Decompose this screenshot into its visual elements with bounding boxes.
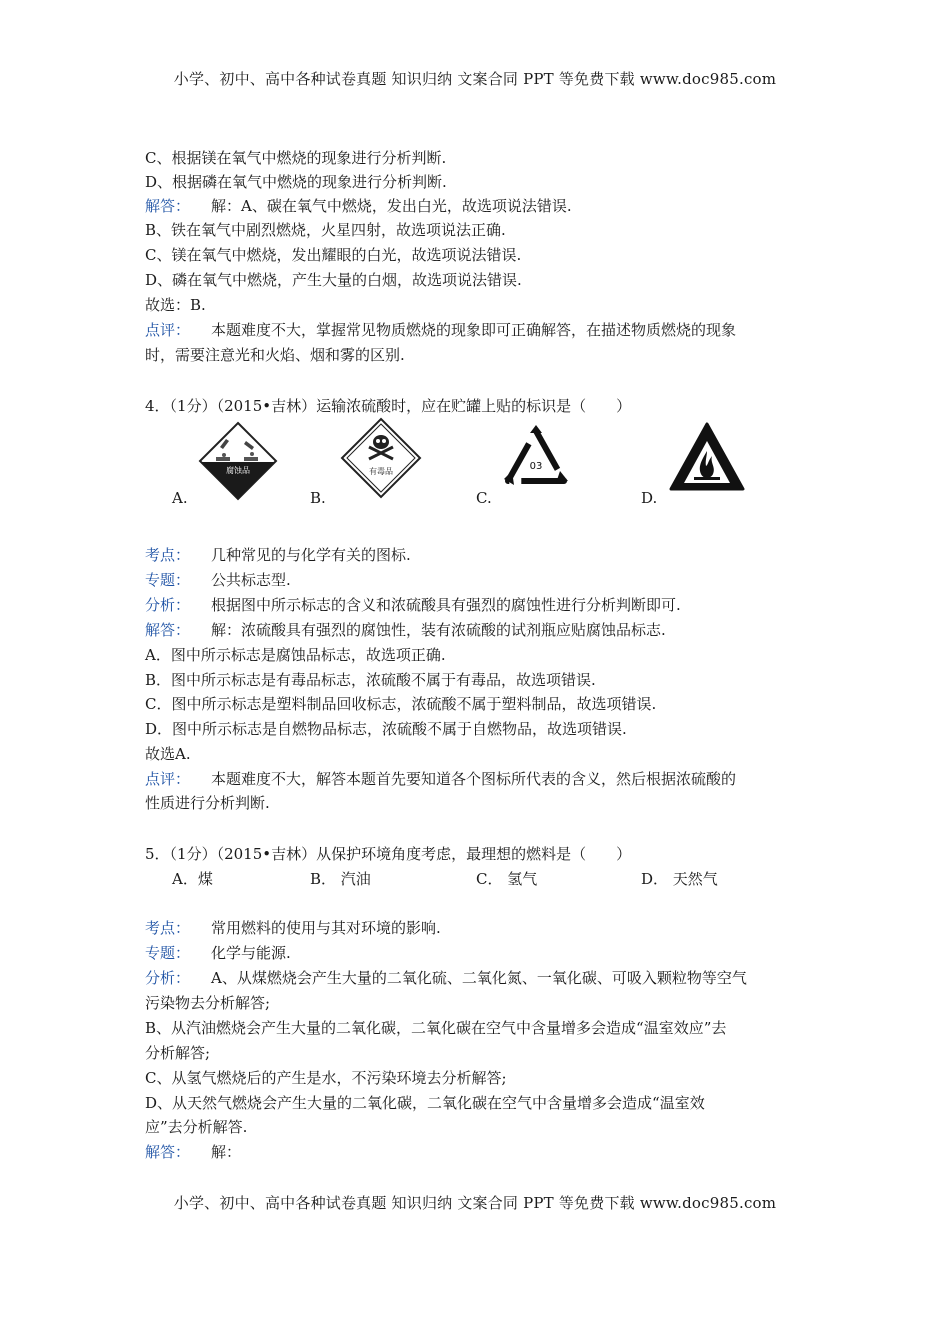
analysis-row xyxy=(145,968,747,988)
answer-label: 解答： xyxy=(145,621,191,639)
topic-text: 公共标志型. xyxy=(211,571,291,589)
option-label: A. xyxy=(172,489,188,507)
text-line: 污染物去分析解答; xyxy=(145,994,271,1012)
answer-row xyxy=(145,1142,241,1162)
point-text: 常用燃料的使用与其对环境的影响. xyxy=(211,919,441,937)
topic-row xyxy=(145,943,291,963)
comment-label: 点评： xyxy=(145,770,191,788)
text-line: A．图中所示标志是腐蚀品标志，故选项正确. xyxy=(145,646,446,664)
text-line: 故选：B. xyxy=(145,296,206,314)
comment-text: 本题难度不大，解答本题首先要知道各个图标所代表的含义，然后根据浓硫酸的 xyxy=(211,770,737,788)
point-label: 考点： xyxy=(145,546,191,564)
answer-text: 解：A、碳在氧气中燃烧，发出白光，故选项说法错误. xyxy=(211,197,572,215)
text-line: D、磷在氧气中燃烧，产生大量的白烟，故选项说法错误. xyxy=(145,271,522,289)
page-header: 小学、初中、高中各种试卷真题 知识归纳 文案合同 PPT 等免费下载 www.doc985.com xyxy=(173,70,777,88)
comment-label: 点评： xyxy=(145,321,191,339)
option-label: C. xyxy=(476,489,492,507)
comment-row xyxy=(145,320,736,340)
point-row xyxy=(145,545,411,565)
analysis-text: A、从煤燃烧会产生大量的二氧化硫、二氧化氮、一氧化碳、可吸入颗粒物等空气 xyxy=(211,969,747,987)
toxic-sign xyxy=(340,417,422,499)
option-label: B. xyxy=(310,489,326,507)
recycle-sign-label: 03 xyxy=(529,461,543,472)
topic-label: 专题： xyxy=(145,571,191,589)
analysis-label: 分析： xyxy=(145,969,191,987)
option-label: C． 氢气 xyxy=(476,870,538,888)
topic-row xyxy=(145,570,291,590)
text-line: B．图中所示标志是有毒品标志，浓硫酸不属于有毒品，故选项错误. xyxy=(145,671,596,689)
analysis-row xyxy=(145,595,681,615)
recycle-sign xyxy=(500,425,572,495)
answer-text: 解：浓硫酸具有强烈的腐蚀性，装有浓硫酸的试剂瓶应贴腐蚀品标志. xyxy=(211,621,666,639)
flammable-sign xyxy=(668,421,746,493)
text-line: 性质进行分析判断. xyxy=(145,794,270,812)
question-stem: 4．（1分）（2015•吉林）运输浓硫酸时，应在贮罐上贴的标识是（ ） xyxy=(145,397,632,415)
answer-label: 解答： xyxy=(145,1143,191,1161)
text-line: C、从氢气燃烧后的产生是水，不污染环境去分析解答; xyxy=(145,1069,507,1087)
answer-row xyxy=(145,196,572,216)
comment-row xyxy=(145,769,736,789)
point-label: 考点： xyxy=(145,919,191,937)
text-line: 故选A. xyxy=(145,745,191,763)
point-row xyxy=(145,918,441,938)
text-line: 分析解答; xyxy=(145,1044,211,1062)
toxic-sign-label: 有毒品 xyxy=(369,467,393,476)
text-line: C、根据镁在氧气中燃烧的现象进行分析判断. xyxy=(145,149,447,167)
answer-text: 解： xyxy=(211,1143,242,1161)
answer-row xyxy=(145,620,666,640)
corrosive-sign xyxy=(198,421,278,501)
analysis-label: 分析： xyxy=(145,596,191,614)
comment-text: 本题难度不大，掌握常见物质燃烧的现象即可正确解答，在描述物质燃烧的现象 xyxy=(211,321,737,339)
topic-label: 专题： xyxy=(145,944,191,962)
text-line: B、从汽油燃烧会产生大量的二氧化碳，二氧化碳在空气中含量增多会造成“温室效应”去 xyxy=(145,1019,727,1037)
page-footer: 小学、初中、高中各种试卷真题 知识归纳 文案合同 PPT 等免费下载 www.doc985.com xyxy=(173,1194,777,1212)
text-line: 时，需要注意光和火焰、烟和雾的区别. xyxy=(145,346,405,364)
text-line: 应”去分析解答. xyxy=(145,1118,248,1136)
topic-text: 化学与能源. xyxy=(211,944,291,962)
question-stem: 5．（1分）（2015•吉林）从保护环境角度考虑，最理想的燃料是（ ） xyxy=(145,845,632,863)
option-label: D. xyxy=(641,489,658,507)
corrosive-sign-label: 腐蚀品 xyxy=(226,466,250,475)
option-label: D． 天然气 xyxy=(641,870,718,888)
analysis-text: 根据图中所示标志的含义和浓硫酸具有强烈的腐蚀性进行分析判断即可. xyxy=(211,596,681,614)
text-line: D、根据磷在氧气中燃烧的现象进行分析判断. xyxy=(145,173,447,191)
point-text: 几种常见的与化学有关的图标. xyxy=(211,546,411,564)
text-line: D．图中所示标志是自燃物品标志，浓硫酸不属于自燃物品，故选项错误. xyxy=(145,720,627,738)
text-line: C、镁在氧气中燃烧，发出耀眼的白光，故选项说法错误. xyxy=(145,246,522,264)
answer-label: 解答： xyxy=(145,197,191,215)
option-label: A．煤 xyxy=(172,870,213,888)
text-line: D、从天然气燃烧会产生大量的二氧化碳，二氧化碳在空气中含量增多会造成“温室效 xyxy=(145,1094,705,1112)
text-line: C．图中所示标志是塑料制品回收标志，浓硫酸不属于塑料制品，故选项错误. xyxy=(145,695,657,713)
text-line: B、铁在氧气中剧烈燃烧，火星四射，故选项说法正确. xyxy=(145,221,506,239)
option-label: B． 汽油 xyxy=(310,870,371,888)
